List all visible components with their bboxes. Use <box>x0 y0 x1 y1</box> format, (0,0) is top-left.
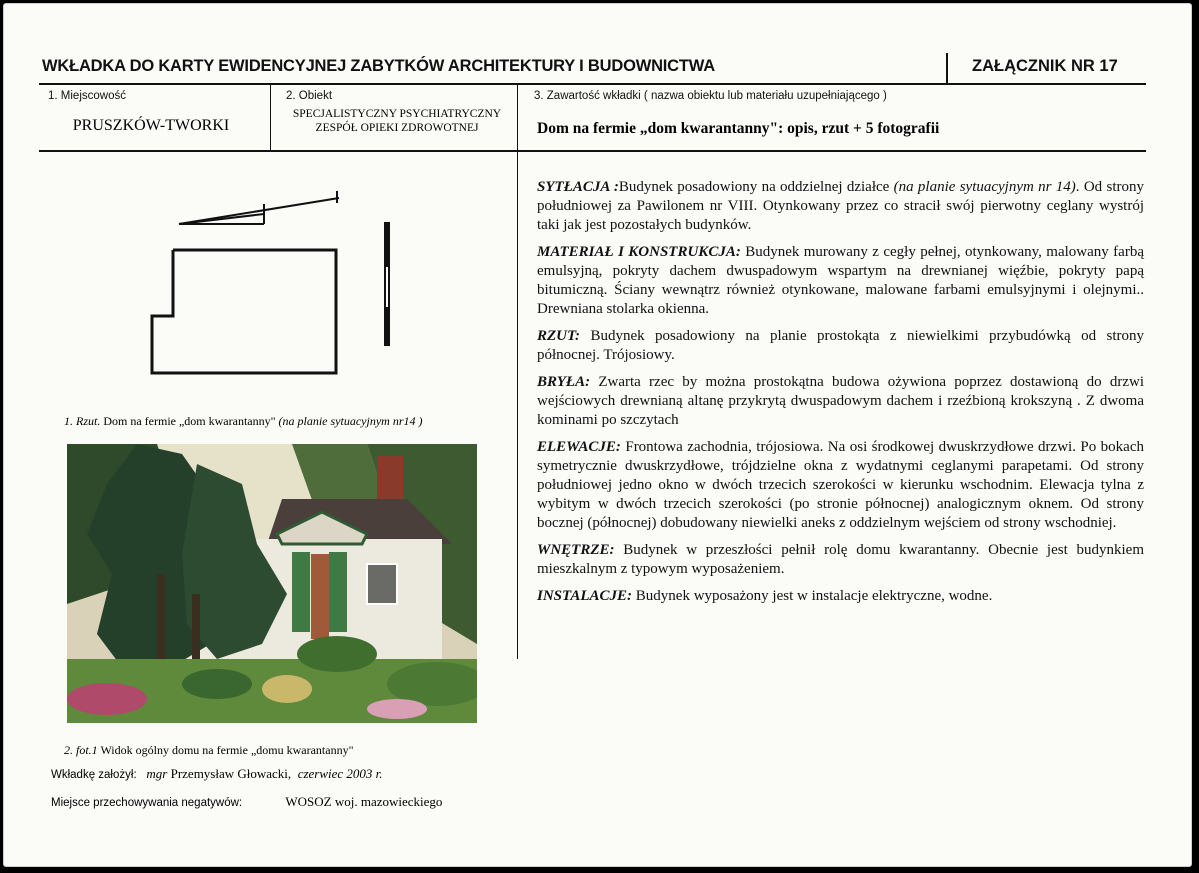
content-label: 3. Zawartość wkładki ( nazwa obiektu lub materiału uzupełniającego ) <box>534 90 887 102</box>
fields-rule <box>39 150 1146 152</box>
section-text: Budynek w przeszłości pełnił rolę domu kwarantanny. Obecnie jest budynkiem mieszkalnym z typowym wyposażeniem. <box>537 542 1144 577</box>
section-heading: INSTALACJE: <box>537 588 633 604</box>
content-value: Dom na fermie „dom kwarantanny": opis, rzut + 5 fotografii <box>537 120 940 137</box>
plan-caption <box>64 414 422 429</box>
header-divider-vertical <box>946 53 948 83</box>
object-value: SPECJALISTYCZNY PSYCHIATRYCZNY ZESPÓŁ OPIEKI ZDROWOTNEJ <box>292 108 502 134</box>
section-text: Budynek posadowiony na planie prostokąta z niewielkimi przybudówką od strony północnej. Trójosiowy. <box>537 328 1144 363</box>
section-text: Zwarta rzec by można prostokątna budowa ożywiona poprzez dostawioną do drzwi wejściowych drewnianą altanę przykrytą dwuspadowym dachem i rzeźbioną krokszyną . Z dwoma kominami po szczytach <box>537 374 1144 428</box>
section-situation <box>537 178 1144 235</box>
object-label: 2. Obiekt <box>286 90 333 102</box>
section-heading: BRYŁA: <box>537 374 591 390</box>
section-material <box>537 243 1144 319</box>
column-divider <box>517 151 518 659</box>
description-text <box>537 178 1144 614</box>
record-card <box>3 3 1192 867</box>
locality-label: 1. Miejscowość <box>48 90 126 102</box>
author-date: czerwiec 2003 r. <box>297 766 383 781</box>
plan-caption-label: Rzut. <box>76 414 101 428</box>
north-arrow <box>179 191 339 224</box>
author-title: mgr <box>146 766 168 781</box>
author-name: Przemysław Głowacki, <box>167 766 295 781</box>
photo-caption <box>64 743 353 758</box>
section-heading: WNĘTRZE: <box>537 542 615 558</box>
section-heading: SYTŁACJA : <box>537 179 619 195</box>
storage-label: Miejsce przechowywania negatywów: <box>51 797 243 809</box>
section-heading: ELEWACJE: <box>537 439 621 455</box>
field-divider-1 <box>270 85 271 151</box>
section-elevations <box>537 438 1144 533</box>
section-text: Budynek posadowiony na oddzielnej działce <box>618 179 894 195</box>
section-form <box>537 373 1144 430</box>
storage-value: WOSOZ woj. mazowieckiego <box>285 794 443 809</box>
section-heading: RZUT: <box>537 328 581 344</box>
section-text: Frontowa zachodnia, trójosiowa. Na osi środkowej dwuskrzydłowe drzwi. Po bokach symetrycznie dwuskrzydłowe, trójdzielne okna z wydatnymi ceglanymi parapetami. Od strony południowej jedno okno w dwóch trzecich szerokości w kierunku wschodnim. Elewacja tylna z wybitym w dwóch trzecich szerokości (po stronie północnej) analogicznym oknem. Od strony bocznej (północnej) dobudowany niewielki aneks z oddzielnym wejściem od strony wschodniej. <box>537 439 1144 531</box>
header-title: WKŁADKA DO KARTY EWIDENCYJNEJ ZABYTKÓW ARCHITEKTURY I BUDOWNICTWA <box>42 57 715 75</box>
house-photo <box>67 444 477 723</box>
floor-plan-drawing <box>144 189 404 389</box>
photo-caption-number: 2. <box>64 743 73 757</box>
locality-value: PRUSZKÓW-TWORKI <box>72 117 230 134</box>
author-label: Wkładkę założył: <box>51 769 137 781</box>
photo-caption-text: Widok ogólny domu na fermie „domu kwarantanny" <box>97 743 354 757</box>
section-heading: MATERIAŁ I KONSTRUKCJA: <box>537 244 741 260</box>
plan-caption-text: Dom na fermie „dom kwarantanny" <box>100 414 279 428</box>
header-rule <box>39 83 1146 85</box>
section-installations <box>537 587 1144 606</box>
photo-caption-label: fot.1 <box>76 743 98 757</box>
plan-outline <box>152 250 336 373</box>
plan-caption-note: (na planie sytuacyjnym nr14 ) <box>278 414 423 428</box>
scale-bar <box>384 222 390 346</box>
storage-line <box>51 794 442 810</box>
section-text: Budynek murowany z cegły pełnej, otynkowany, malowany farbą emulsyjną, pokryty dachem dwuspadowym wspartym na drewnianej więźbie, pokryty papą bitumiczną. Ściany wewnątrz również otynkowane, malowane farbami emulsyjnymi i olejnymi.. Drewniana stolarka okienna. <box>537 244 1144 317</box>
section-interior <box>537 541 1144 579</box>
appendix-number: ZAŁĄCZNIK NR 17 <box>972 57 1118 75</box>
section-note: (na planie sytuacyjnym nr 14) <box>893 179 1076 195</box>
plan-caption-number: 1. <box>64 414 73 428</box>
section-plan <box>537 327 1144 365</box>
section-text: Budynek wyposażony jest w instalacje elektryczne, wodne. <box>632 588 993 604</box>
author-line <box>51 766 383 782</box>
section-text-after: . Od strony południowej za Pawilonem nr VIII. Otynkowany przez co stracił swój pierwotny ceglany wystrój taki jak jest pozostałych budynków. <box>537 179 1144 233</box>
